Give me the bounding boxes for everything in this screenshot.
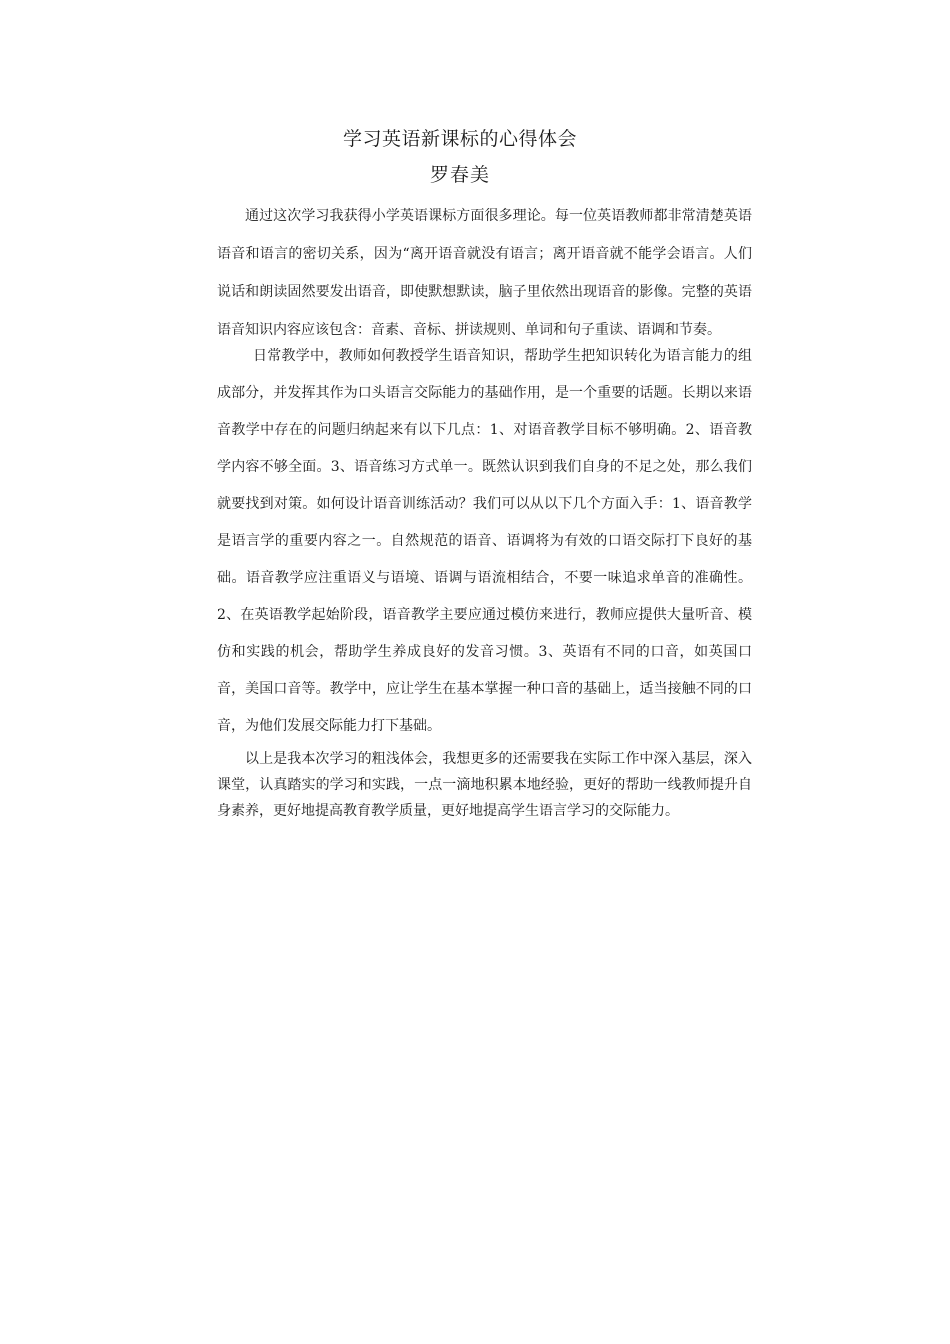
- paragraph-intro: 通过这次学习我获得小学英语课标方面很多理论。每一位英语教师都非常清楚英语语音和语言的密切关系，因为“离开语音就没有语言；离开语音就不能学会语言。人们说话和朗读固然要发出语音，即使默想默读，脑子里依然出现语音的影像。完整的英语语音知识内容应该包含：音素、音标、拼读规则、单词和句子重读、语调和节奏。: [217, 208, 752, 338]
- paragraph-teaching: 日常教学中，教师如何教授学生语音知识，帮助学生把知识转化为语言能力的组成部分，并发挥其作为口头语言交际能力的基础作用，是一个重要的话题。长期以来语音教学中存在的问题归纳起来有以下几点：1、对语音教学目标不够明确。2、语音教学内容不够全面。3、语音练习方式单一。既然认识到我们自身的不足之处，那么我们就要找到对策。如何设计语音训练活动？我们可以从以下几个方面入手：1、语音教学是语言学的重要内容之一。自然规范的语音、语调将为有效的口语交际打下良好的基础。语音教学应注重语义与语境、语调与语流相结合，不要一味追求单音的准确性。2、在英语教学起始阶段，语音教学主要应通过模仿来进行，教师应提供大量听音、模仿和实践的机会，帮助学生养成良好的发音习惯。3、英语有不同的口音，如英国口音，美国口音等。教学中，应让学生在基本掌握一种口音的基础上，适当接触不同的口音，为他们发展交际能力打下基础。: [217, 348, 752, 734]
- author-name: 罗春美: [429, 164, 490, 186]
- document-title: 学习英语新课标的心得体会: [342, 128, 577, 150]
- paragraph-conclusion: 以上是我本次学习的粗浅体会，我想更多的还需要我在实际工作中深入基层，深入课堂，认真踏实的学习和实践，一点一滴地积累本地经验，更好的帮助一线教师提升自身素养，更好地提高教育教学质量，更好地提高学生语言学习的交际能力。: [217, 751, 752, 819]
